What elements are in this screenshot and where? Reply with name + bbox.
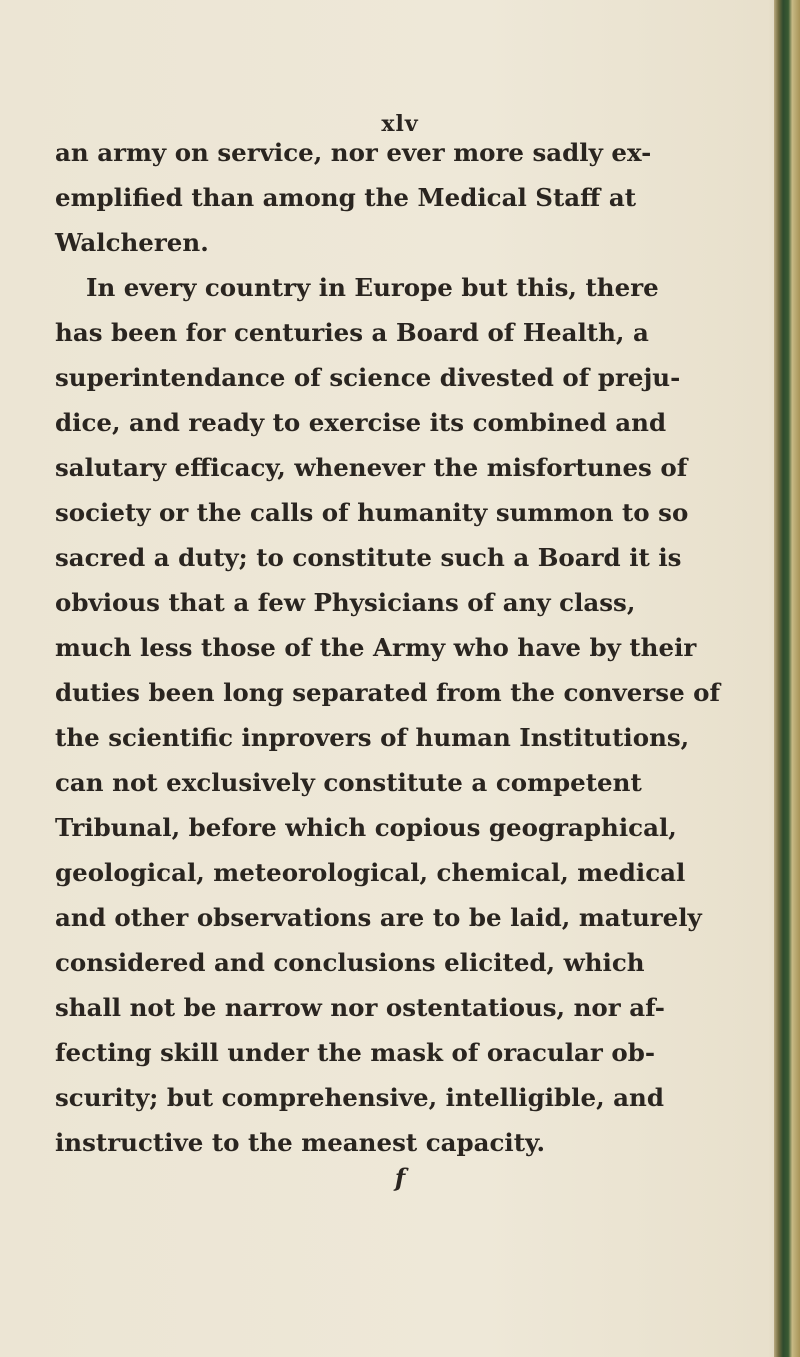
text-line: shall not be narrow nor ostentatious, nor af- [55,993,665,1022]
text-line: has been for centuries a Board of Health, a [55,318,649,347]
text-line: Tribunal, before which copious geographical, [55,813,677,842]
page-number: xlv [381,111,419,137]
text-line: an army on service, nor ever more sadly ex- [55,138,652,167]
text-line: In every country in Europe but this, there [86,273,659,302]
text-line: scurity; but comprehensive, intelligible, and [55,1083,664,1112]
text-line: much less those of the Army who have by their [55,633,697,662]
signature-mark: f [394,1163,406,1192]
text-line: duties been long separated from the converse of [55,678,721,707]
text-line: the scientific inprovers of human Institutions, [55,723,690,752]
text-line: and other observations are to be laid, maturely [55,903,702,932]
text-line: Walcheren. [55,228,209,257]
text-line: salutary efficacy, whenever the misfortunes of [55,453,688,482]
text-line: geological, meteorological, chemical, medical [55,858,686,887]
page-edge-binding [774,0,800,1357]
text-line: society or the calls of humanity summon to so [55,498,689,527]
text-line: fecting skill under the mask of oracular ob- [55,1038,656,1067]
text-line: instructive to the meanest capacity. [55,1128,545,1157]
text-line: sacred a duty; to constitute such a Board it is [55,543,682,572]
text-line: dice, and ready to exercise its combined and [55,408,667,437]
text-line: can not exclusively constitute a competent [55,768,642,797]
text-line: superintendance of science divested of preju- [55,363,681,392]
text-line: obvious that a few Physicians of any class, [55,588,636,617]
text-line: considered and conclusions elicited, which [55,948,645,977]
text-line: emplified than among the Medical Staff at [55,183,637,212]
